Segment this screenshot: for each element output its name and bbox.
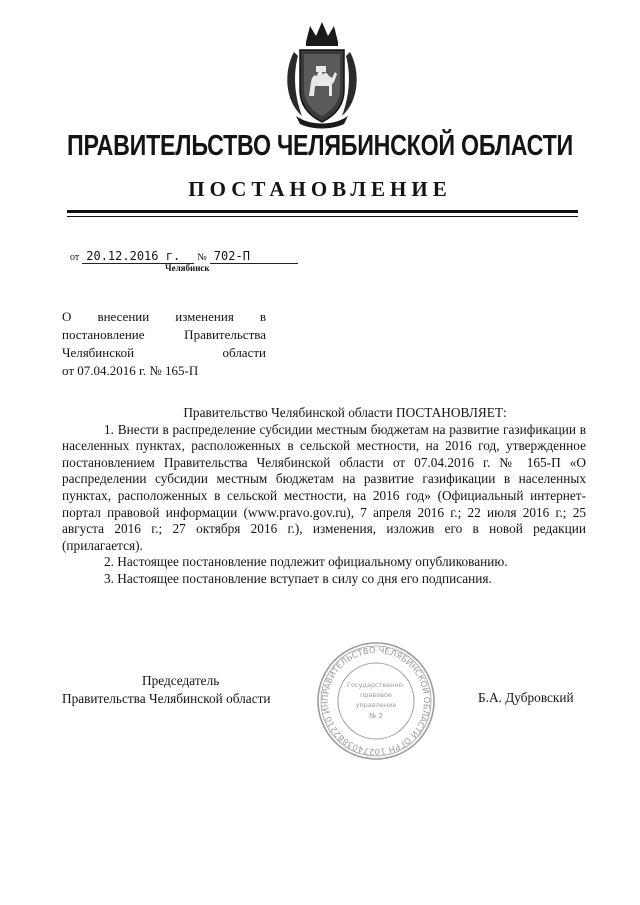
coat-of-arms-icon [282,20,362,130]
city-label: Челябинск [165,263,210,273]
header-rule-thick [67,210,578,213]
stamp-center-line3: управление [355,701,397,709]
date-number-line [70,249,298,264]
paragraph-item-3: 3. Настоящее постановление вступает в силу со дня его подписания. [104,570,492,586]
document-number: 702-П [210,249,298,264]
government-title: ПРАВИТЕЛЬСТВО ЧЕЛЯБИНСКОЙ ОБЛАСТИ [67,130,573,162]
subject-line: постановление Правительства [62,327,266,342]
subject-line: О внесении изменения в [62,309,266,324]
stamp-center-line4: № 2 [369,712,383,720]
date-prefix: от [70,252,80,263]
stamp-center-line1: Государственно- [347,681,405,689]
number-sign: № [197,252,207,263]
signer-name: Б.А. Дубровский [478,690,574,705]
document-subject [62,308,266,380]
document-date: 20.12.2016 г. [82,249,194,264]
stamp-center-line2: правовое [360,691,392,699]
subject-line: Челябинской области [62,345,266,360]
preamble: Правительство Челябинской области ПОСТАНОВЛЯЕТ: [183,405,507,420]
signer-post-line2: Правительства Челябинской области [62,691,271,706]
document-body [62,405,586,588]
subject-line: от 07.04.2016 г. № 165-П [62,363,199,378]
paragraph-item-2: 2. Настоящее постановление подлежит официальному опубликованию. [104,554,508,570]
paragraph-item-1: 1. Внести в распределение субсидии местным бюджетам на развитие газификации в населенных пунктах, расположенных в сельской местности, на 2016 год, утвержденное постановлением Правительства Челябинской области от 07.04.2016 г. № 165-П «О распределении субсидии местным бюджетам на развитие газификации в населенных пунктах, расположенных в сельской местности, на 2016 год» (Официальный интернет-портал правовой информации (www.pravo.gov.ru), 7 апреля 2016 г.; 22 июля 2016 г.; 25 августа 2016 г.; 27 октября 2016 г.), изменения, изложив его в новой редакции (прилагается). [62,421,586,553]
stamp-outer-text: ПРАВИТЕЛЬСТВО ЧЕЛЯБИНСКОЙ ОБЛАСТИ ОГРН 1027403882210 ИН [319,644,433,758]
official-seal-stamp [315,640,437,762]
signer-position [62,672,322,708]
document-type: ПОСТАНОВЛЕНИЕ [188,177,452,201]
signer-post-line1: Председатель [142,673,220,688]
header-rule-thin [67,216,578,217]
